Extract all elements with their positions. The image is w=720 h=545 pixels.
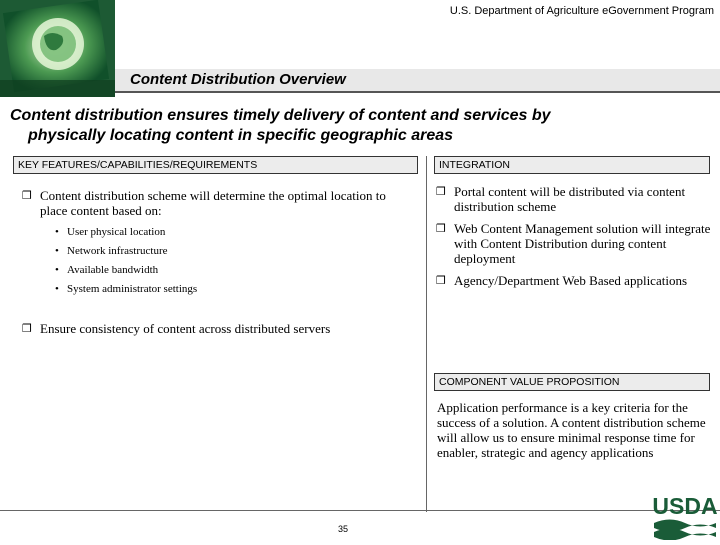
sub-list-text: Available bandwidth [67, 264, 159, 276]
checkbox-bullet-icon: ❒ [436, 222, 446, 235]
integration-text: Agency/Department Web Based applications [454, 273, 688, 288]
bullet-dot-icon: • [55, 245, 59, 257]
integration-text: Portal content will be distributed via content distribution scheme [454, 184, 686, 214]
value-proposition-text: Application performance is a key criteria for the success of a solution. A content distribution scheme will allow us to ensure minimal response time for enabler, strategic and agency applications [437, 400, 706, 460]
column-divider [426, 156, 427, 512]
header-globe-image [0, 0, 115, 97]
integration-text: Web Content Management solution will integrate with Content Distribution during content deployment [454, 221, 711, 266]
sub-list-item [55, 245, 355, 258]
sub-list-text: Network infrastructure [67, 245, 168, 257]
page-number: 35 [338, 524, 349, 534]
value-proposition-heading: COMPONENT VALUE PROPOSITION [434, 373, 710, 391]
sub-list-item [55, 283, 355, 296]
checkbox-bullet-icon: ❒ [22, 189, 32, 202]
key-feature-text: Content distribution scheme will determine the optimal location to place content based on: [40, 188, 386, 218]
sub-list-item [55, 264, 355, 277]
integration-item [436, 184, 712, 214]
integration-heading: INTEGRATION [434, 156, 710, 174]
header-divider [115, 91, 720, 93]
checkbox-bullet-icon: ❒ [22, 322, 32, 335]
integration-item [436, 273, 712, 288]
headline-line-2: physically locating content in specific geographic areas [28, 127, 454, 144]
sub-list-text: System administrator settings [67, 283, 198, 295]
page-title: Content Distribution Overview [130, 71, 346, 88]
key-feature-text: Ensure consistency of content across distributed servers [40, 321, 331, 336]
bullet-dot-icon: • [55, 226, 59, 238]
sub-list-item [55, 226, 355, 239]
integration-item [436, 221, 712, 266]
usda-logo [652, 490, 718, 540]
footer-divider [0, 510, 720, 511]
headline-line-1: Content distribution ensures timely delivery of content and services by [10, 107, 551, 124]
usda-logo-text: USDA [652, 493, 718, 519]
bullet-dot-icon: • [55, 264, 59, 276]
checkbox-bullet-icon: ❒ [436, 274, 446, 287]
organization-name: U.S. Department of Agriculture eGovernment Program [449, 5, 714, 17]
bullet-dot-icon: • [55, 283, 59, 295]
headline [10, 106, 690, 146]
key-features-heading: KEY FEATURES/CAPABILITIES/REQUIREMENTS [13, 156, 418, 174]
checkbox-bullet-icon: ❒ [436, 185, 446, 198]
key-feature-item [22, 321, 422, 336]
sub-list-text: User physical location [67, 226, 166, 238]
key-feature-item [22, 188, 402, 218]
